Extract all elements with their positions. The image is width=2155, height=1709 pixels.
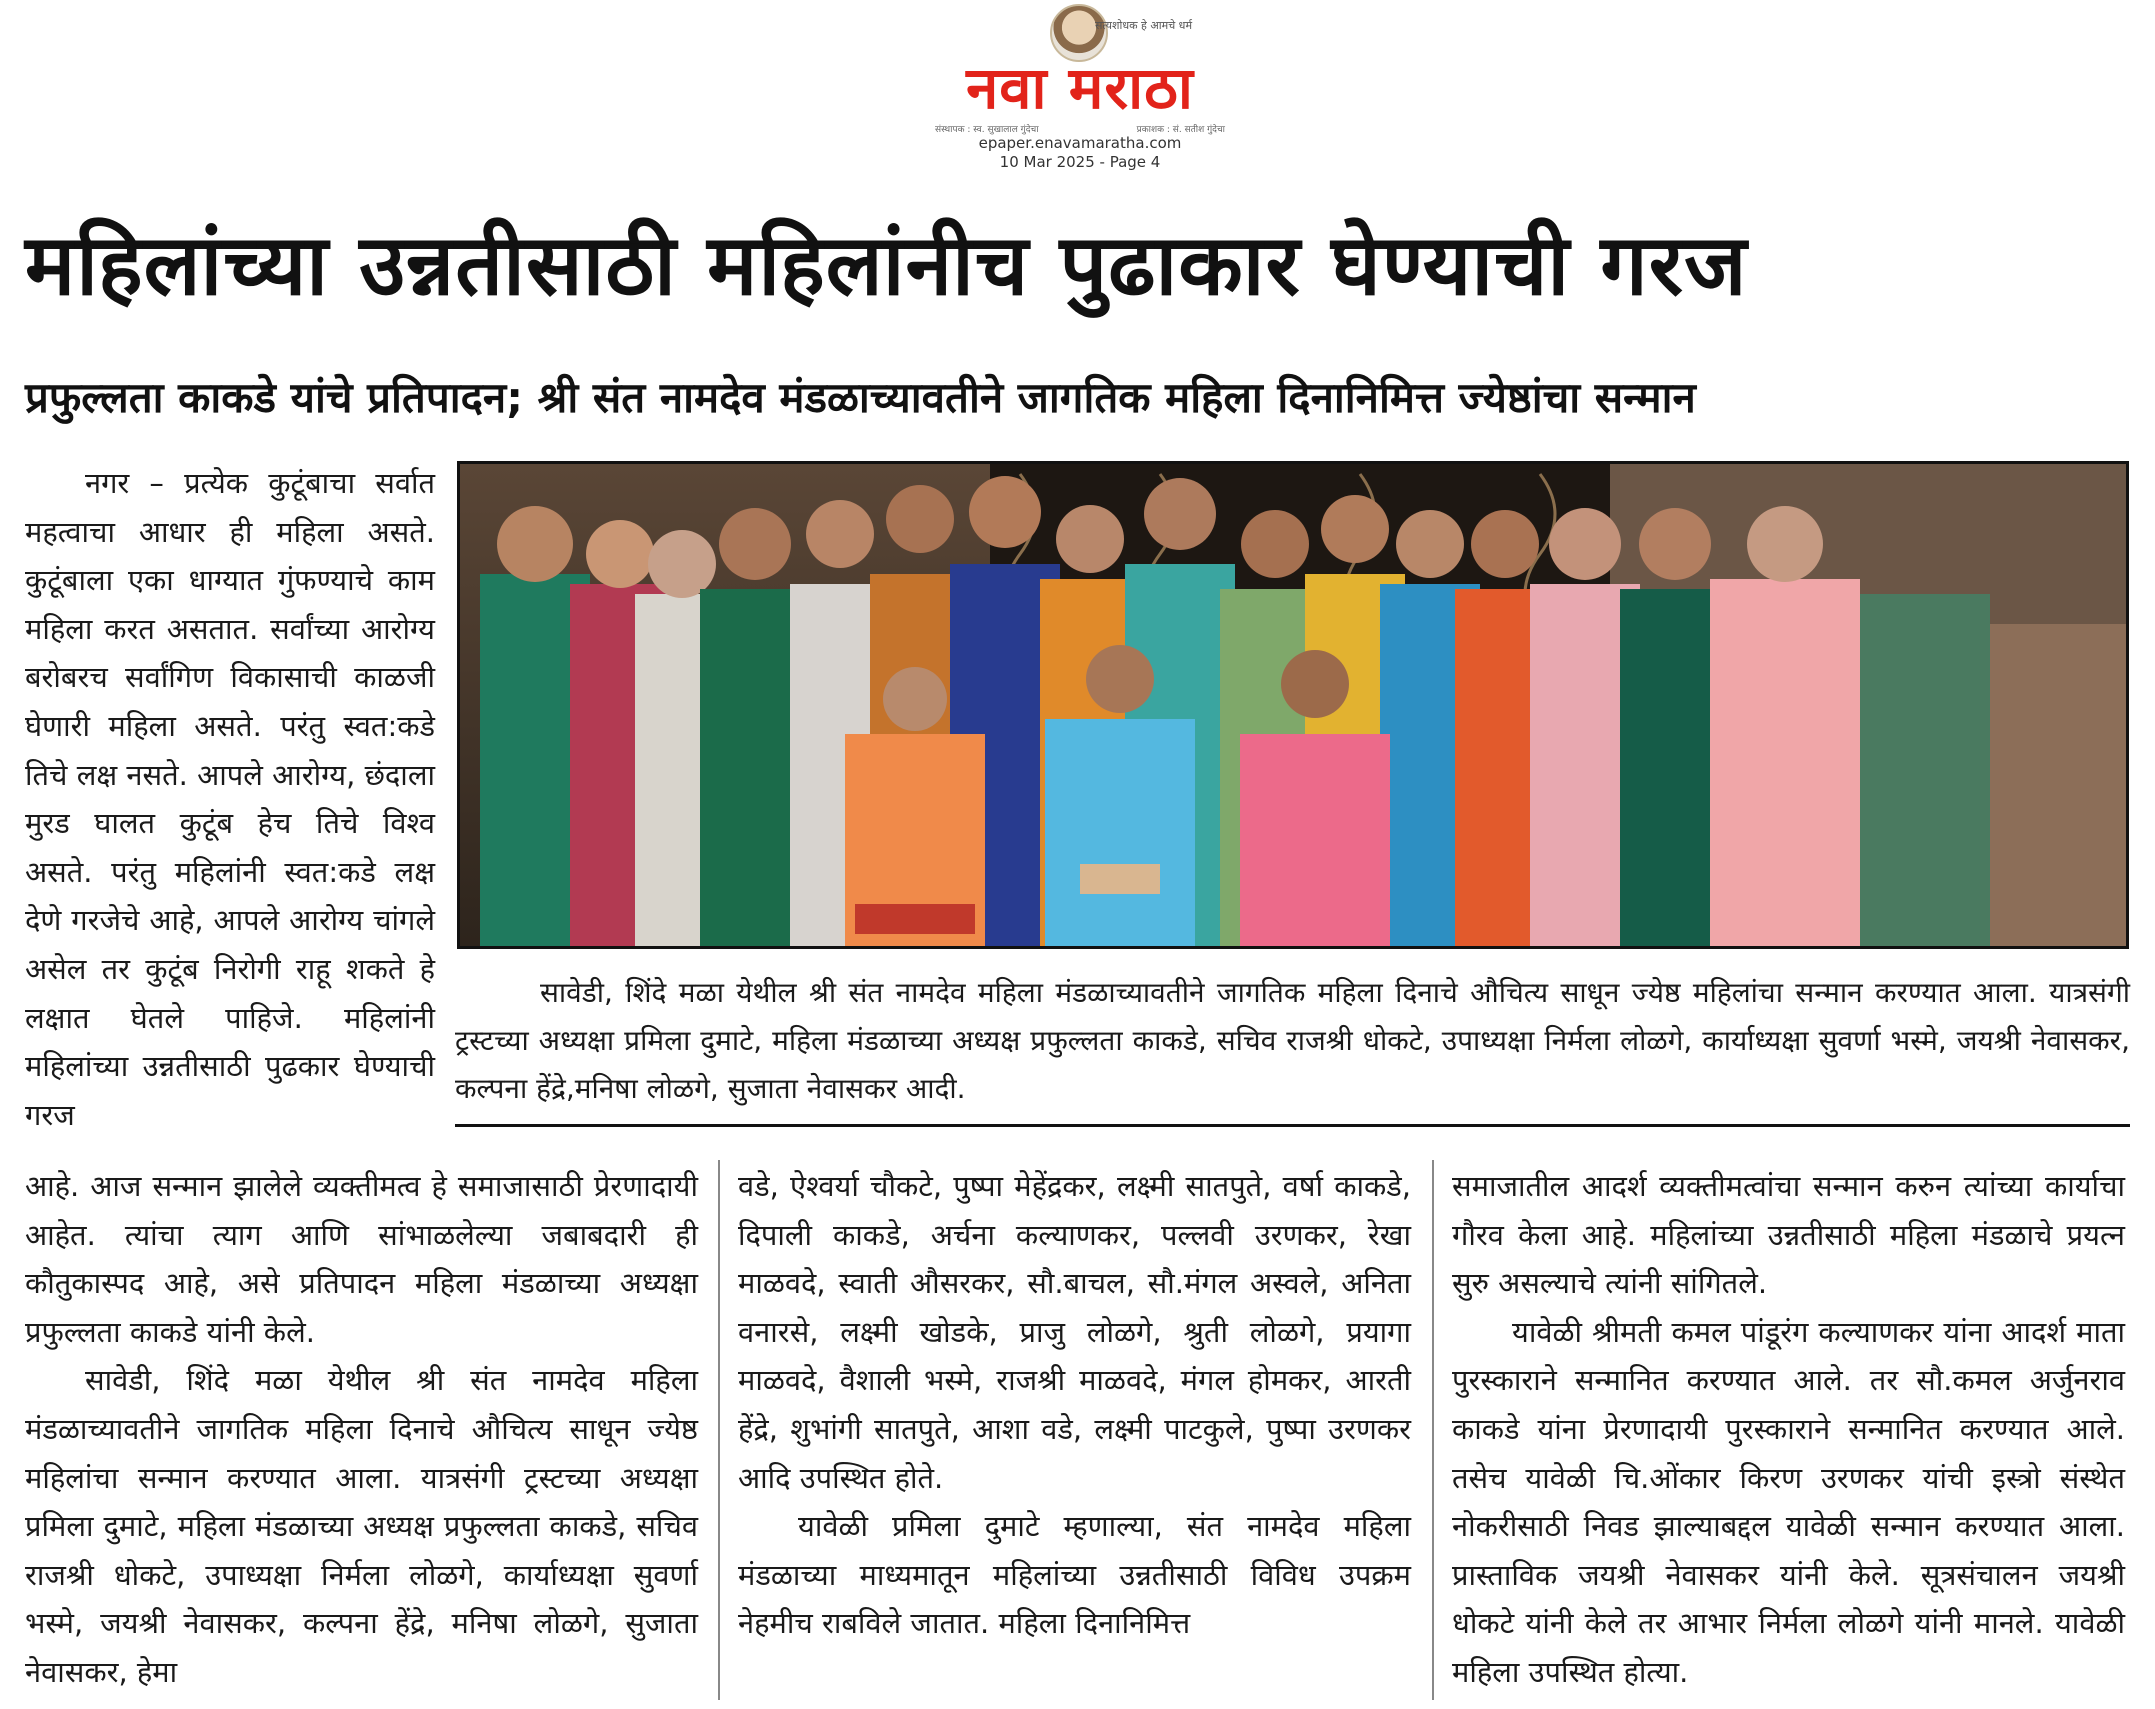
epaper-url[interactable]: epaper.enavamaratha.com <box>978 134 1182 152</box>
article-paragraph: आहे. आज सन्मान झालेले व्यक्तीमत्व हे समाजासाठी प्रेरणादायी आहेत. त्यांचा त्याग आणि सांभाळलेल्या जबाबदारी ही कौतुकास्पद आहे, असे प्रतिपादन महिला मंडळाच्या अध्यक्षा प्रफुल्लता काकडे यांनी केले. <box>25 1169 698 1349</box>
photo-caption: सावेडी, शिंदे मळा येथील श्री संत नामदेव महिला मंडळाच्यावतीने जागतिक महिला दिनाचे औचित्य साधून ज्येष्ठ महिलांचा सन्मान करण्यात आला. यात्रसंगी ट्रस्टच्या अध्यक्षा प्रमिला दुमाटे, महिला मंडळाच्या अध्यक्ष प्रफुल्लता काकडे, सचिव राजश्री धोकटे, उपाध्यक्षा निर्मला लोळगे, कार्याध्यक्षा सुवर्णा भस्मे, जयश्री नेवासकर, कल्पना हेंद्रे,मनिषा लोळगे, सुजाता नेवासकर आदी. <box>455 976 2130 1105</box>
article-col2 <box>738 1162 1411 1648</box>
caption-rule <box>455 1124 2130 1127</box>
masthead-tagline: सत्यशोधक हे आमचे धर्म <box>1095 19 1193 32</box>
article-col1-top <box>25 459 435 1139</box>
article-paragraph: वडे, ऐश्वर्या चौकटे, पुष्पा मेहेंद्रकर, लक्ष्मी सातपुते, वर्षा काकडे, दिपाली काकडे, अर्चना कल्याणकर, पल्लवी उरणकर, रेखा माळवदे, स्वाती औसरकर, सौ.बाचल, सौ.मंगल अस्वले, अनिता वनारसे, लक्ष्मी खोडके, प्राजु लोळगे, श्रुती लोळगे, प्रयागा माळवदे, वैशाली भस्मे, राजश्री माळवदे, मंगल होमकर, आरती हेंद्रे, शुभांगी सातपुते, आशा वडे, लक्ष्मी पाटकुले, पुष्पा उरणकर आदि उपस्थित होते. <box>738 1169 1411 1495</box>
column-divider <box>718 1160 720 1700</box>
column-divider <box>1432 1160 1434 1700</box>
article-paragraph: सावेडी, शिंदे मळा येथील श्री संत नामदेव महिला मंडळाच्यावतीने जागतिक महिला दिनाचे औचित्य साधून ज्येष्ठ महिलांचा सन्मान करण्यात आला. यात्रसंगी ट्रस्टच्या अध्यक्षा प्रमिला दुमाटे, महिला मंडळाच्या अध्यक्ष प्रफुल्लता काकडे, सचिव राजश्री धोकटे, उपाध्यक्षा निर्मला लोळगे, कार्याध्यक्षा सुवर्णा भस्मे, जयश्री नेवासकर, कल्पना हेंद्रे, मनिषा लोळगे, सुजाता नेवासकर, हेमा <box>25 1363 698 1689</box>
page-headline: महिलांच्या उन्नतीसाठी महिलांनीच पुढाकार घेण्याची गरज <box>25 216 1748 314</box>
article-paragraph: यावेळी प्रमिला दुमाटे म्हणाल्या, संत नामदेव महिला मंडळाच्या माध्यमातून महिलांच्या उन्नतीसाठी विविध उपक्रम नेहमीच राबविले जातात. महिला दिनानिमित्त <box>738 1509 1411 1641</box>
article-col1-bottom <box>25 1162 698 1697</box>
group-photo-illustration <box>460 464 2126 946</box>
edition-date: 10 Mar 2025 - Page 4 <box>999 153 1161 171</box>
article-paragraph: नगर – प्रत्येक कुटूंबाचा सर्वात महत्वाचा आधार ही महिला असते. कुटूंबाला एका धाग्यात गुंफण्याचे काम महिला करत असतात. सर्वांच्या आरोग्य बरोबरच सर्वांगिण विकासाची काळजी घेणारी महिला असते. परंतु स्वत:कडे तिचे लक्ष नसते. आपले आरोग्य, छंदाला मुरड घालत कुटूंब हेच तिचे विश्व असते. परंतु महिलांनी स्वत:कडे लक्ष देणे गरजेचे आहे, आपले आरोग्य चांगले असेल तर कुटूंब निरोगी राहू शकते हे लक्षात घेतले पाहिजे. महिलांनी महिलांच्या उन्नतीसाठी पुढकार घेण्याची गरज <box>25 466 435 1132</box>
page-subheadline: प्रफुल्लता काकडे यांचे प्रतिपादन; श्री संत नामदेव मंडळाच्यावतीने जागतिक महिला दिनानिमित्त ज्येष्ठांचा सन्मान <box>25 373 1696 422</box>
article-paragraph: समाजातील आदर्श व्यक्तीमत्वांचा सन्मान करुन त्यांच्या कार्याचा गौरव केला आहे. महिलांच्या उन्नतीसाठी महिला मंडळाचे प्रयत्न सुरु असल्याचे त्यांनी सांगितले. <box>1452 1169 2125 1301</box>
article-paragraph: यावेळी श्रीमती कमल पांडूरंग कल्याणकर यांना आदर्श माता पुरस्काराने सन्मानित करण्यात आले. तर सौ.कमल अर्जुनराव काकडे यांना प्रेरणादायी पुरस्काराने सन्मानित करण्यात आले. तसेच यावेळी चि.ओंकार किरण उरणकर यांची इस्त्रो संस्थेत नोकरीसाठी निवड झाल्याबद्दल यावेळी सन्मान करण्यात आला. प्रास्ताविक जयश्री नेवासकर यांनी केले. सूत्रसंचालन जयश्री धोकटे यांनी केले तर आभार निर्मला लोळगे यांनी मानले. यावेळी महिला उपस्थित होत्या. <box>1452 1314 2125 1689</box>
masthead <box>935 0 1225 175</box>
masthead-publisher: प्रकाशक : सं. सतीश गुंदेचा <box>1136 125 1225 135</box>
newspaper-logo: नवा मराठा <box>966 54 1194 122</box>
article-col3 <box>1452 1162 2125 1697</box>
event-photo <box>457 461 2129 949</box>
masthead-founder: संस्थापक : स्व. सुखालाल गुंदेचा <box>935 125 1039 135</box>
